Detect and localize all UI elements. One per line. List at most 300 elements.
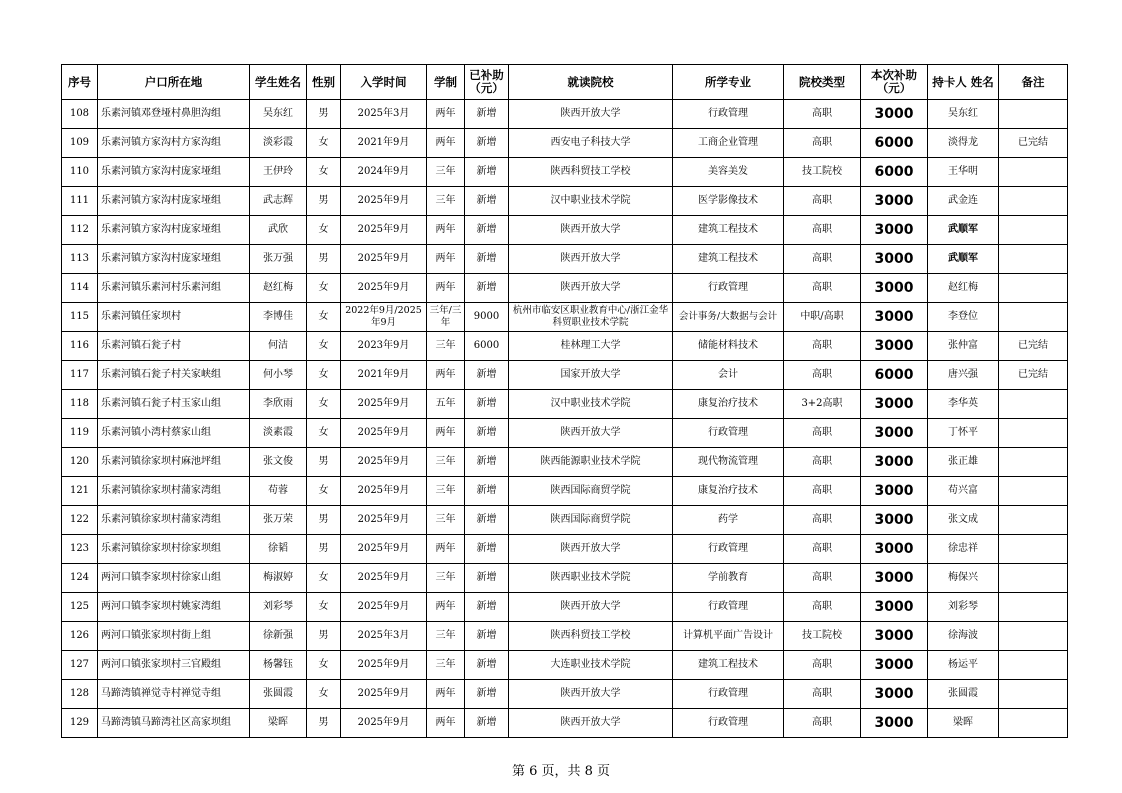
- table-row: [62, 651, 1068, 680]
- cell-school: 桂林理工大学: [509, 332, 673, 361]
- cell-school-type: 高职: [784, 245, 861, 274]
- table-row: [62, 158, 1068, 187]
- table-row: [62, 593, 1068, 622]
- cell-gender: 女: [307, 158, 341, 187]
- cell-school: 陕西开放大学: [509, 680, 673, 709]
- cell-school-type: 高职: [784, 651, 861, 680]
- cell-household: 乐素河镇石瓮子村: [98, 332, 250, 361]
- cell-remark: [999, 216, 1068, 245]
- cell-program-length: 三年: [427, 158, 465, 187]
- cell-seq: 124: [62, 564, 98, 593]
- cell-household: 乐素河镇徐家坝村蒲家湾组: [98, 506, 250, 535]
- cell-program-length: 两年: [427, 709, 465, 738]
- cell-enroll-date: 2025年9月: [341, 245, 427, 274]
- cell-remark: [999, 709, 1068, 738]
- cell-cardholder: 武顺军: [928, 216, 999, 245]
- cell-cardholder: 梁晖: [928, 709, 999, 738]
- cell-current-subsidy: 3000: [861, 419, 928, 448]
- cell-school: 陕西开放大学: [509, 216, 673, 245]
- cell-school-type: 高职: [784, 477, 861, 506]
- cell-enroll-date: 2025年9月: [341, 448, 427, 477]
- cell-prior-subsidy: 新增: [465, 361, 509, 390]
- cell-seq: 110: [62, 158, 98, 187]
- cell-gender: 男: [307, 448, 341, 477]
- cell-remark: [999, 303, 1068, 332]
- cell-prior-subsidy: 新增: [465, 564, 509, 593]
- cell-enroll-date: 2021年9月: [341, 129, 427, 158]
- cell-cardholder: 吴东红: [928, 100, 999, 129]
- cell-enroll-date: 2025年9月: [341, 419, 427, 448]
- cell-household: 乐素河镇任家坝村: [98, 303, 250, 332]
- cell-seq: 113: [62, 245, 98, 274]
- cell-major: 行政管理: [673, 709, 784, 738]
- cell-cardholder: 武金连: [928, 187, 999, 216]
- cell-cardholder: 张正雄: [928, 448, 999, 477]
- cell-prior-subsidy: 新增: [465, 419, 509, 448]
- cell-gender: 女: [307, 303, 341, 332]
- cell-enroll-date: 2025年3月: [341, 622, 427, 651]
- cell-cardholder: 李登位: [928, 303, 999, 332]
- cell-program-length: 两年: [427, 274, 465, 303]
- cell-remark: 已完结: [999, 332, 1068, 361]
- cell-remark: [999, 187, 1068, 216]
- cell-school: 陕西国际商贸学院: [509, 477, 673, 506]
- cell-remark: [999, 390, 1068, 419]
- cell-student-name: 何洁: [250, 332, 307, 361]
- cell-seq: 120: [62, 448, 98, 477]
- cell-student-name: 淡素霞: [250, 419, 307, 448]
- cell-school: 陕西开放大学: [509, 245, 673, 274]
- cell-school: 陕西开放大学: [509, 709, 673, 738]
- cell-household: 两河口镇李家坝村徐家山组: [98, 564, 250, 593]
- cell-current-subsidy: 3000: [861, 622, 928, 651]
- cell-enroll-date: 2025年9月: [341, 187, 427, 216]
- cell-gender: 女: [307, 477, 341, 506]
- cell-school: 陕西开放大学: [509, 419, 673, 448]
- table-row: [62, 361, 1068, 390]
- cell-major: 行政管理: [673, 680, 784, 709]
- cell-school-type: 高职: [784, 506, 861, 535]
- cell-seq: 116: [62, 332, 98, 361]
- cell-household: 乐素河镇邓登垭村鼻胆沟组: [98, 100, 250, 129]
- cell-cardholder: 武顺军: [928, 245, 999, 274]
- cell-gender: 男: [307, 100, 341, 129]
- cell-student-name: 张圆霞: [250, 680, 307, 709]
- cell-remark: [999, 477, 1068, 506]
- cell-enroll-date: 2025年9月: [341, 564, 427, 593]
- header-student-name: 学生姓名: [250, 65, 307, 100]
- cell-prior-subsidy: 新增: [465, 158, 509, 187]
- cell-prior-subsidy: 新增: [465, 651, 509, 680]
- cell-seq: 111: [62, 187, 98, 216]
- cell-current-subsidy: 3000: [861, 303, 928, 332]
- cell-enroll-date: 2025年9月: [341, 651, 427, 680]
- cell-current-subsidy: 3000: [861, 535, 928, 564]
- table-row: [62, 216, 1068, 245]
- header-gender: 性别: [307, 65, 341, 100]
- cell-gender: 女: [307, 651, 341, 680]
- cell-remark: [999, 506, 1068, 535]
- cell-student-name: 杨馨钰: [250, 651, 307, 680]
- cell-school: 陕西科贸技工学校: [509, 622, 673, 651]
- cell-seq: 128: [62, 680, 98, 709]
- cell-school-type: 高职: [784, 419, 861, 448]
- cell-program-length: 三年: [427, 332, 465, 361]
- cell-student-name: 苟蓉: [250, 477, 307, 506]
- cell-household: 两河口镇李家坝村姚家湾组: [98, 593, 250, 622]
- cell-household: 马蹄湾镇马蹄湾社区高家坝组: [98, 709, 250, 738]
- cell-major: 学前教育: [673, 564, 784, 593]
- cell-remark: [999, 100, 1068, 129]
- cell-prior-subsidy: 新增: [465, 274, 509, 303]
- table-row: [62, 622, 1068, 651]
- cell-remark: [999, 274, 1068, 303]
- cell-enroll-date: 2021年9月: [341, 361, 427, 390]
- cell-school: 陕西开放大学: [509, 274, 673, 303]
- cell-current-subsidy: 3000: [861, 506, 928, 535]
- cell-major: 行政管理: [673, 593, 784, 622]
- cell-major: 行政管理: [673, 419, 784, 448]
- cell-enroll-date: 2025年9月: [341, 477, 427, 506]
- cell-enroll-date: 2025年9月: [341, 216, 427, 245]
- cell-school: 汉中职业技术学院: [509, 390, 673, 419]
- cell-seq: 122: [62, 506, 98, 535]
- cell-student-name: 淡彩霞: [250, 129, 307, 158]
- cell-school: 汉中职业技术学院: [509, 187, 673, 216]
- cell-school: 陕西科贸技工学校: [509, 158, 673, 187]
- cell-enroll-date: 2025年9月: [341, 680, 427, 709]
- cell-household: 乐素河镇方家沟村庞家垭组: [98, 245, 250, 274]
- header-cardholder: 持卡人 姓名: [928, 65, 999, 100]
- cell-school: 西安电子科技大学: [509, 129, 673, 158]
- cell-prior-subsidy: 新增: [465, 622, 509, 651]
- cell-remark: [999, 448, 1068, 477]
- header-seq: 序号: [62, 65, 98, 100]
- cell-household: 乐素河镇徐家坝村麻池坪组: [98, 448, 250, 477]
- cell-enroll-date: 2025年3月: [341, 100, 427, 129]
- cell-school-type: 高职: [784, 274, 861, 303]
- cell-gender: 女: [307, 361, 341, 390]
- cell-major: 建筑工程技术: [673, 216, 784, 245]
- cell-gender: 男: [307, 535, 341, 564]
- cell-seq: 127: [62, 651, 98, 680]
- cell-gender: 男: [307, 187, 341, 216]
- cell-enroll-date: 2024年9月: [341, 158, 427, 187]
- cell-student-name: 李欣雨: [250, 390, 307, 419]
- cell-major: 会计事务/大数据与会计: [673, 303, 784, 332]
- cell-household: 两河口镇张家坝村街上组: [98, 622, 250, 651]
- cell-program-length: 两年: [427, 680, 465, 709]
- cell-school-type: 高职: [784, 680, 861, 709]
- cell-current-subsidy: 3000: [861, 100, 928, 129]
- cell-household: 两河口镇张家坝村三官殿组: [98, 651, 250, 680]
- cell-seq: 125: [62, 593, 98, 622]
- cell-prior-subsidy: 新增: [465, 187, 509, 216]
- cell-cardholder: 梅保兴: [928, 564, 999, 593]
- cell-cardholder: 赵红梅: [928, 274, 999, 303]
- cell-remark: [999, 158, 1068, 187]
- cell-school: 国家开放大学: [509, 361, 673, 390]
- cell-program-length: 两年: [427, 593, 465, 622]
- cell-school-type: 高职: [784, 187, 861, 216]
- cell-program-length: 两年: [427, 361, 465, 390]
- cell-current-subsidy: 3000: [861, 274, 928, 303]
- cell-prior-subsidy: 新增: [465, 129, 509, 158]
- cell-enroll-date: 2025年9月: [341, 506, 427, 535]
- cell-prior-subsidy: 6000: [465, 332, 509, 361]
- header-current-subsidy: 本次补助（元）: [861, 65, 928, 100]
- cell-seq: 129: [62, 709, 98, 738]
- cell-program-length: 三年: [427, 187, 465, 216]
- cell-current-subsidy: 3000: [861, 332, 928, 361]
- cell-major: 现代物流管理: [673, 448, 784, 477]
- cell-school-type: 高职: [784, 332, 861, 361]
- cell-cardholder: 李华英: [928, 390, 999, 419]
- cell-gender: 女: [307, 216, 341, 245]
- table-row: [62, 100, 1068, 129]
- cell-program-length: 两年: [427, 419, 465, 448]
- cell-seq: 112: [62, 216, 98, 245]
- cell-household: 乐素河镇徐家坝村蒲家湾组: [98, 477, 250, 506]
- table-row: [62, 390, 1068, 419]
- cell-remark: [999, 651, 1068, 680]
- cell-current-subsidy: 3000: [861, 245, 928, 274]
- cell-current-subsidy: 6000: [861, 361, 928, 390]
- cell-gender: 女: [307, 564, 341, 593]
- table-row: [62, 245, 1068, 274]
- cell-household: 乐素河镇徐家坝村徐家坝组: [98, 535, 250, 564]
- table-row: [62, 535, 1068, 564]
- cell-gender: 女: [307, 680, 341, 709]
- table-row: [62, 709, 1068, 738]
- cell-prior-subsidy: 9000: [465, 303, 509, 332]
- cell-household: 乐素河镇石瓮子村玉家山组: [98, 390, 250, 419]
- cell-seq: 114: [62, 274, 98, 303]
- cell-program-length: 两年: [427, 245, 465, 274]
- cell-current-subsidy: 3000: [861, 709, 928, 738]
- table-header-row: [62, 65, 1068, 100]
- cell-cardholder: 唐兴强: [928, 361, 999, 390]
- cell-enroll-date: 2025年9月: [341, 593, 427, 622]
- cell-student-name: 武志辉: [250, 187, 307, 216]
- cell-household: 乐素河镇小湾村蔡家山组: [98, 419, 250, 448]
- cell-cardholder: 杨运平: [928, 651, 999, 680]
- page-footer: 第 6 页，共 8 页: [511, 764, 611, 779]
- cell-current-subsidy: 3000: [861, 593, 928, 622]
- cell-major: 美容美发: [673, 158, 784, 187]
- cell-major: 建筑工程技术: [673, 245, 784, 274]
- cell-program-length: 三年: [427, 564, 465, 593]
- table-row: [62, 303, 1068, 332]
- cell-major: 药学: [673, 506, 784, 535]
- cell-seq: 126: [62, 622, 98, 651]
- cell-cardholder: 张文成: [928, 506, 999, 535]
- cell-school: 陕西能源职业技术学院: [509, 448, 673, 477]
- cell-student-name: 徐韬: [250, 535, 307, 564]
- cell-prior-subsidy: 新增: [465, 100, 509, 129]
- cell-current-subsidy: 3000: [861, 216, 928, 245]
- cell-major: 建筑工程技术: [673, 651, 784, 680]
- cell-program-length: 三年/三年: [427, 303, 465, 332]
- cell-cardholder: 苟兴富: [928, 477, 999, 506]
- cell-prior-subsidy: 新增: [465, 216, 509, 245]
- cell-school-type: 高职: [784, 535, 861, 564]
- cell-prior-subsidy: 新增: [465, 593, 509, 622]
- table-row: [62, 332, 1068, 361]
- table-row: [62, 419, 1068, 448]
- cell-student-name: 李博佳: [250, 303, 307, 332]
- cell-prior-subsidy: 新增: [465, 390, 509, 419]
- header-program-length: 学制: [427, 65, 465, 100]
- cell-seq: 109: [62, 129, 98, 158]
- cell-major: 工商企业管理: [673, 129, 784, 158]
- cell-remark: [999, 535, 1068, 564]
- cell-household: 乐素河镇方家沟村庞家垭组: [98, 187, 250, 216]
- cell-gender: 男: [307, 709, 341, 738]
- subsidy-table: [61, 64, 1068, 738]
- cell-seq: 108: [62, 100, 98, 129]
- cell-remark: [999, 680, 1068, 709]
- cell-seq: 119: [62, 419, 98, 448]
- cell-household: 乐素河镇方家沟村庞家垭组: [98, 158, 250, 187]
- cell-gender: 女: [307, 129, 341, 158]
- cell-school-type: 高职: [784, 216, 861, 245]
- cell-gender: 女: [307, 274, 341, 303]
- cell-gender: 女: [307, 332, 341, 361]
- cell-enroll-date: 2023年9月: [341, 332, 427, 361]
- cell-enroll-date: 2025年9月: [341, 274, 427, 303]
- cell-school-type: 技工院校: [784, 622, 861, 651]
- cell-school: 陕西开放大学: [509, 593, 673, 622]
- cell-gender: 女: [307, 419, 341, 448]
- cell-student-name: 何小琴: [250, 361, 307, 390]
- cell-household: 乐素河镇方家沟村方家沟组: [98, 129, 250, 158]
- cell-gender: 男: [307, 506, 341, 535]
- cell-remark: [999, 245, 1068, 274]
- cell-prior-subsidy: 新增: [465, 448, 509, 477]
- cell-current-subsidy: 3000: [861, 651, 928, 680]
- cell-enroll-date: 2022年9月/2025年9月: [341, 303, 427, 332]
- cell-current-subsidy: 3000: [861, 680, 928, 709]
- cell-program-length: 三年: [427, 477, 465, 506]
- cell-major: 会计: [673, 361, 784, 390]
- cell-remark: [999, 593, 1068, 622]
- header-prior-subsidy: 已补助（元）: [465, 65, 509, 100]
- cell-school-type: 高职: [784, 564, 861, 593]
- cell-major: 康复治疗技术: [673, 477, 784, 506]
- cell-household: 乐素河镇方家沟村庞家垭组: [98, 216, 250, 245]
- cell-cardholder: 张圆霞: [928, 680, 999, 709]
- cell-remark: [999, 564, 1068, 593]
- cell-seq: 121: [62, 477, 98, 506]
- cell-current-subsidy: 3000: [861, 477, 928, 506]
- cell-enroll-date: 2025年9月: [341, 535, 427, 564]
- header-school: 就读院校: [509, 65, 673, 100]
- cell-cardholder: 刘彩琴: [928, 593, 999, 622]
- cell-school: 陕西职业技术学院: [509, 564, 673, 593]
- cell-gender: 男: [307, 622, 341, 651]
- table-row: [62, 448, 1068, 477]
- cell-school: 杭州市临安区职业教育中心/浙江金华科贸职业技术学院: [509, 303, 673, 332]
- cell-program-length: 两年: [427, 100, 465, 129]
- cell-major: 行政管理: [673, 535, 784, 564]
- cell-student-name: 张万荣: [250, 506, 307, 535]
- cell-prior-subsidy: 新增: [465, 535, 509, 564]
- cell-school: 陕西国际商贸学院: [509, 506, 673, 535]
- cell-seq: 123: [62, 535, 98, 564]
- cell-prior-subsidy: 新增: [465, 245, 509, 274]
- cell-remark: [999, 622, 1068, 651]
- cell-school: 陕西开放大学: [509, 100, 673, 129]
- cell-school-type: 高职: [784, 361, 861, 390]
- cell-cardholder: 王华明: [928, 158, 999, 187]
- cell-school-type: 3+2高职: [784, 390, 861, 419]
- cell-current-subsidy: 6000: [861, 129, 928, 158]
- header-enroll-date: 入学时间: [341, 65, 427, 100]
- cell-cardholder: 张仲富: [928, 332, 999, 361]
- cell-student-name: 梅淑婷: [250, 564, 307, 593]
- cell-school-type: 高职: [784, 448, 861, 477]
- cell-school: 陕西开放大学: [509, 535, 673, 564]
- cell-cardholder: 徐忠祥: [928, 535, 999, 564]
- cell-program-length: 两年: [427, 129, 465, 158]
- cell-school-type: 中职/高职: [784, 303, 861, 332]
- cell-household: 乐素河镇石瓮子村关家峡组: [98, 361, 250, 390]
- table-row: [62, 129, 1068, 158]
- cell-student-name: 徐新强: [250, 622, 307, 651]
- cell-school-type: 高职: [784, 100, 861, 129]
- cell-gender: 女: [307, 390, 341, 419]
- cell-school-type: 技工院校: [784, 158, 861, 187]
- cell-program-length: 三年: [427, 506, 465, 535]
- table-row: [62, 506, 1068, 535]
- cell-school: 大连职业技术学院: [509, 651, 673, 680]
- cell-cardholder: 徐海波: [928, 622, 999, 651]
- cell-program-length: 两年: [427, 535, 465, 564]
- cell-program-length: 五年: [427, 390, 465, 419]
- table-row: [62, 477, 1068, 506]
- cell-current-subsidy: 3000: [861, 448, 928, 477]
- cell-prior-subsidy: 新增: [465, 506, 509, 535]
- table-row: [62, 274, 1068, 303]
- cell-prior-subsidy: 新增: [465, 680, 509, 709]
- cell-major: 计算机平面广告设计: [673, 622, 784, 651]
- cell-major: 行政管理: [673, 274, 784, 303]
- cell-remark: 已完结: [999, 361, 1068, 390]
- cell-remark: [999, 419, 1068, 448]
- cell-student-name: 吴东红: [250, 100, 307, 129]
- cell-current-subsidy: 3000: [861, 187, 928, 216]
- table-row: [62, 187, 1068, 216]
- table-row: [62, 680, 1068, 709]
- cell-program-length: 两年: [427, 216, 465, 245]
- cell-current-subsidy: 3000: [861, 390, 928, 419]
- cell-school-type: 高职: [784, 593, 861, 622]
- cell-student-name: 张万强: [250, 245, 307, 274]
- cell-enroll-date: 2025年9月: [341, 390, 427, 419]
- cell-household: 乐素河镇乐素河村乐素河组: [98, 274, 250, 303]
- cell-student-name: 赵红梅: [250, 274, 307, 303]
- cell-program-length: 三年: [427, 651, 465, 680]
- cell-gender: 男: [307, 245, 341, 274]
- cell-major: 医学影像技术: [673, 187, 784, 216]
- cell-prior-subsidy: 新增: [465, 477, 509, 506]
- table-row: [62, 564, 1068, 593]
- cell-seq: 115: [62, 303, 98, 332]
- cell-major: 储能材料技术: [673, 332, 784, 361]
- cell-cardholder: 丁怀平: [928, 419, 999, 448]
- cell-student-name: 刘彩琴: [250, 593, 307, 622]
